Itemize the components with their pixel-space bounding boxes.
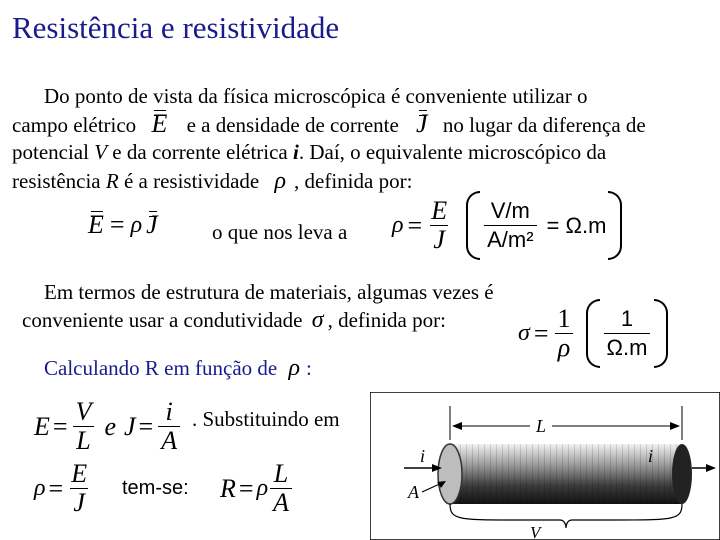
temse-text: tem-se: bbox=[122, 477, 189, 499]
calc-rho: ρ bbox=[288, 355, 301, 381]
eq1-e: E bbox=[88, 210, 104, 239]
eq1-equals: = bbox=[109, 210, 125, 239]
eq2-num: E bbox=[431, 196, 448, 225]
eq1-connector-text: o que nos leva a bbox=[212, 220, 348, 244]
eq4-num1: V bbox=[75, 397, 92, 426]
eq4-num2: i bbox=[165, 397, 173, 426]
eq2-den: J bbox=[430, 225, 448, 254]
eq2-equals: = bbox=[407, 210, 423, 240]
eq6-fraction bbox=[270, 460, 292, 517]
calc-label-line bbox=[44, 354, 312, 383]
eq3-unit-fraction bbox=[604, 305, 651, 362]
label-i-left: i bbox=[420, 446, 426, 466]
para1-line2-a: campo elétrico bbox=[12, 113, 137, 137]
eq2-units bbox=[466, 197, 622, 254]
substituting-text: . Substituindo em bbox=[192, 407, 340, 431]
eq2-fraction bbox=[428, 197, 450, 254]
eq5-rho: ρ bbox=[34, 475, 46, 501]
eq4-equals1: = bbox=[52, 411, 68, 441]
para2-line2-a: conveniente usar a condutividade bbox=[22, 308, 303, 332]
eq3-sigma: σ bbox=[518, 320, 530, 346]
para1-line3 bbox=[12, 138, 606, 167]
eq4-fraction2 bbox=[158, 398, 180, 455]
eq6-den: A bbox=[270, 488, 292, 517]
eq6-r: R bbox=[220, 473, 236, 503]
para2-line2 bbox=[22, 306, 446, 335]
equation-sigma-definition bbox=[518, 305, 668, 362]
eq5-fraction bbox=[68, 460, 90, 517]
eq4-fraction1 bbox=[73, 398, 95, 455]
para1-line3-b: e da corrente elétrica bbox=[112, 140, 288, 164]
eq4-den1: L bbox=[73, 426, 93, 455]
eq4-e: E bbox=[34, 411, 50, 441]
para1-line4-b: é a resistividade bbox=[123, 169, 260, 193]
equation-rho-ej bbox=[34, 460, 92, 517]
calc-label: Calculando R em função de bbox=[44, 356, 278, 380]
eq5-equals: = bbox=[48, 473, 64, 503]
conductor-figure bbox=[370, 392, 720, 540]
eq3-fraction bbox=[555, 305, 574, 362]
para1-line2 bbox=[12, 109, 646, 140]
eq3-units bbox=[586, 305, 669, 362]
eq1-rho: ρ bbox=[130, 211, 143, 238]
eq2-unit-fraction bbox=[484, 197, 536, 254]
symbol-rho: ρ bbox=[274, 168, 287, 194]
para1-line4-a: resistência bbox=[12, 169, 101, 193]
eq1-j: J bbox=[146, 210, 158, 239]
eq2-rho: ρ bbox=[392, 212, 404, 238]
eq3-unit-den: Ω.m bbox=[604, 333, 651, 362]
eq6-rho: ρ bbox=[256, 475, 269, 501]
eq4-equals2: = bbox=[138, 411, 154, 441]
label-v: V bbox=[530, 523, 541, 540]
label-i-right: i bbox=[648, 446, 654, 466]
para2-line2-b: , definida por: bbox=[327, 308, 446, 332]
para1-line3-a: potencial bbox=[12, 140, 89, 164]
vector-j-symbol: J bbox=[416, 109, 428, 138]
equation-e-rho-j bbox=[88, 210, 158, 240]
eq4-conj: e bbox=[104, 411, 116, 441]
symbol-sigma: σ bbox=[311, 307, 324, 333]
para1-line4-c: , definida por: bbox=[294, 169, 413, 193]
eq3-den: ρ bbox=[555, 333, 573, 362]
label-a: A bbox=[408, 482, 419, 502]
eq3-num: 1 bbox=[557, 304, 571, 333]
unit-a-per-m2: A/m² bbox=[484, 225, 536, 254]
para1-line2-c: no lugar da diferença de bbox=[442, 113, 646, 137]
symbol-i: i bbox=[293, 140, 299, 164]
cylinder-end-right bbox=[672, 444, 692, 504]
para1-line2-b: e a densidade de corrente bbox=[186, 113, 399, 137]
page-title: Resistência e resistividade bbox=[12, 10, 340, 45]
para1-line1: Do ponto de vista da física microscópica é conveniente utilizar o bbox=[44, 84, 588, 108]
eq6-equals: = bbox=[238, 473, 254, 503]
eq6-num: L bbox=[273, 459, 289, 488]
eq3-equals: = bbox=[533, 318, 549, 348]
unit-ohm-m: = Ω.m bbox=[546, 212, 607, 238]
equation-e-and-j bbox=[34, 398, 182, 455]
eq3-unit-num: 1 bbox=[620, 306, 634, 331]
calc-colon: : bbox=[306, 356, 312, 380]
symbol-r: R bbox=[105, 169, 119, 193]
symbol-v: V bbox=[94, 140, 108, 164]
cylinder-end-left bbox=[438, 444, 462, 504]
vector-e-symbol: E bbox=[151, 109, 168, 138]
eq5-den: J bbox=[70, 488, 88, 517]
para2-line1: Em termos de estrutura de materiais, algumas vezes é bbox=[44, 280, 494, 304]
eq4-j: J bbox=[124, 411, 136, 441]
label-l: L bbox=[536, 416, 547, 436]
equation-r-rho-l-a bbox=[220, 460, 294, 517]
equation-rho-definition bbox=[392, 197, 622, 254]
unit-v-per-m: V/m bbox=[490, 198, 530, 223]
para1-line4 bbox=[12, 167, 412, 196]
eq4-den2: A bbox=[158, 426, 180, 455]
eq5-num: E bbox=[71, 459, 88, 488]
para1-line3-c: . Daí, o equivalente microscópico da bbox=[298, 140, 607, 164]
